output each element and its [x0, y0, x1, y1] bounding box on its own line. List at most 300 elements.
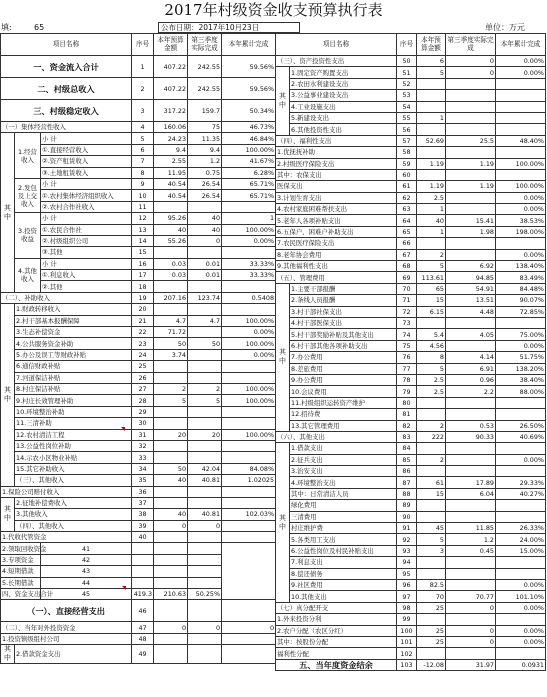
q3-actual-value [446, 409, 496, 420]
budget-value: 71.72 [154, 327, 188, 338]
row-seq: 60 [397, 169, 417, 180]
table-row [1, 213, 276, 224]
table-row [1, 520, 276, 531]
row-seq: 54 [397, 101, 417, 112]
row-name: 1.保险公司赔付收入 [1, 486, 132, 497]
budget-value [154, 406, 188, 417]
table-row [276, 147, 546, 158]
ytd-value: 65.71% [222, 178, 276, 189]
budget-value [154, 486, 188, 497]
table-row [1, 133, 276, 144]
table-row [276, 602, 546, 613]
ytd-value: 50.25% [188, 589, 222, 600]
q3-actual-value: 40.81 [188, 509, 222, 520]
budget-value: 40 [154, 475, 188, 486]
ytd-value [496, 124, 546, 135]
q3-actual-value: 75 [188, 122, 222, 133]
q3-actual-value: 90.33 [446, 431, 496, 442]
table-row [1, 361, 276, 372]
header-cell: 本年预算金额 [417, 34, 446, 56]
table-row [276, 352, 546, 363]
q3-actual-value [188, 645, 222, 664]
table-row [276, 466, 546, 477]
ytd-value [222, 372, 276, 383]
row-name: 2.征兵支出 [290, 454, 397, 465]
budget-value [417, 648, 446, 659]
q3-actual-value: 1.2 [446, 534, 496, 545]
row-seq: 79 [397, 386, 417, 397]
q3-actual-value: 25.5 [446, 135, 496, 146]
table-row [276, 56, 546, 67]
budget-value [417, 317, 446, 328]
row-seq: 42 [41, 554, 132, 565]
ytd-value [222, 304, 276, 315]
budget-value: 1 [417, 112, 446, 123]
ytd-value: 101.10% [496, 591, 546, 602]
ytd-value: 1.02025 [222, 475, 276, 486]
table-row [1, 497, 276, 508]
budget-value: 50 [154, 463, 188, 474]
q3-actual-value [446, 249, 496, 260]
row-name: 1.固定资产购置支出 [290, 67, 397, 78]
row-seq: 39 [132, 520, 154, 531]
q3-actual-value: 11.85 [446, 523, 496, 534]
budget-value: 0 [154, 520, 188, 531]
ytd-value: 100.00% [222, 395, 276, 406]
q3-actual-value: 1.19 [446, 181, 496, 192]
table-row [276, 135, 546, 146]
row-seq: 87 [397, 477, 417, 488]
ytd-value [188, 554, 222, 565]
row-seq: 65 [397, 226, 417, 237]
q3-actual-value: 6.91 [446, 363, 496, 374]
row-seq: 93 [397, 545, 417, 556]
row-seq: 100 [397, 625, 417, 636]
table-row [1, 224, 276, 235]
row-name: 5.新建设支出 [290, 112, 397, 123]
budget-value: 2.5 [417, 192, 446, 203]
table-row [1, 167, 276, 178]
row-seq: 19 [132, 292, 154, 303]
row-name: 9.办公费用 [290, 374, 397, 385]
group-label: 其中 [1, 497, 15, 531]
row-seq: 62 [397, 192, 417, 203]
row-name: ③.土地租赁收入 [41, 167, 132, 178]
row-seq: 10 [132, 190, 154, 201]
table-row [276, 181, 546, 192]
row-name: 其中：按股份分配 [276, 636, 397, 647]
row-seq: 6 [132, 144, 154, 155]
row-seq: 77 [397, 363, 417, 374]
q3-actual-value: 0 [188, 520, 222, 531]
q3-actual-value [188, 633, 222, 644]
table-row [1, 315, 276, 326]
ytd-value: 100.00% [222, 224, 276, 235]
row-seq: 72 [397, 306, 417, 317]
row-name: 9.其他福利性支出 [276, 261, 397, 272]
row-name: 3.专项资金 [1, 554, 41, 565]
table-row [1, 383, 276, 394]
row-name: 2.农户分配（农区分红） [276, 625, 397, 636]
ytd-value [188, 543, 222, 554]
q3-actual-value [446, 90, 496, 101]
row-seq: 15 [132, 247, 154, 258]
row-name: 5.长期借款 [1, 577, 41, 588]
row-name: 1.财政转移收入 [15, 304, 132, 315]
row-seq: 103 [397, 659, 417, 670]
ytd-value: 38.40% [496, 374, 546, 385]
q3-actual-value: 0.53 [446, 420, 496, 431]
budget-value: 15 [417, 295, 446, 306]
q3-actual-value: 70.77 [446, 591, 496, 602]
q3-actual-value: 4.14 [446, 352, 496, 363]
row-seq: 102 [397, 648, 417, 659]
q3-actual-value [446, 317, 496, 328]
row-name: ①.利息收入 [41, 270, 132, 281]
budget-value [417, 101, 446, 112]
q3-actual-value: 0 [446, 636, 496, 647]
budget-value: 2 [417, 420, 446, 431]
row-seq: 30 [132, 418, 154, 429]
budget-value: 1.19 [417, 158, 446, 169]
row-name: ①.直接经营收入 [41, 144, 132, 155]
budget-value: 2 [417, 249, 446, 260]
row-name: 五、当年度资金结余 [276, 659, 397, 670]
row-name: 5.办公及误工等财政补贴 [15, 349, 132, 360]
row-name: 14.示农小区物业补贴 [15, 452, 132, 463]
q3-actual-value [188, 497, 222, 508]
group-label: 其中 [1, 304, 15, 486]
q3-actual-value [188, 247, 222, 258]
q3-actual-value [446, 466, 496, 477]
table-row [1, 304, 276, 315]
q3-actual-value: 0 [188, 235, 222, 246]
table-row [276, 283, 546, 294]
table-row [1, 566, 276, 577]
budget-value [154, 633, 188, 644]
row-seq: 16 [132, 258, 154, 269]
ytd-value: 138.20% [496, 363, 546, 374]
table-row [1, 235, 276, 246]
row-seq: 66 [397, 238, 417, 249]
row-seq: 85 [397, 454, 417, 465]
q3-actual-value [188, 349, 222, 360]
budget-value: 5 [417, 534, 446, 545]
q3-actual-value [188, 304, 222, 315]
ytd-value: 46.84% [222, 133, 276, 144]
ytd-value: 33.33% [222, 270, 276, 281]
budget-value: 0.03 [154, 270, 188, 281]
q3-actual-value [154, 566, 188, 577]
budget-value: 113.61 [417, 272, 446, 283]
ytd-value [496, 614, 546, 625]
row-seq: 51 [397, 67, 417, 78]
budget-value: 207.16 [154, 292, 188, 303]
budget-value: -12.08 [417, 659, 446, 670]
q3-actual-value [188, 327, 222, 338]
budget-value [417, 614, 446, 625]
q3-actual-value [188, 452, 222, 463]
row-name: 10.环境整治补助 [15, 406, 132, 417]
row-seq: 63 [397, 204, 417, 215]
group-label: 其中 [276, 283, 290, 431]
row-name: 4.村干部医保支出 [290, 317, 397, 328]
row-name: （七）真分配开支 [276, 602, 397, 613]
ytd-value: 40.27% [496, 488, 546, 499]
table-row [276, 226, 546, 237]
q3-actual-value: 42.04 [188, 463, 222, 474]
row-seq: 78 [397, 374, 417, 385]
header-row [1, 34, 276, 56]
row-name: 5.村干部奖励补贴及其他支出 [290, 329, 397, 340]
ytd-value: 84.08% [222, 463, 276, 474]
table-row [276, 397, 546, 408]
q3-actual-value: 5 [188, 395, 222, 406]
table-row [1, 622, 276, 633]
q3-actual-value [188, 281, 222, 292]
ytd-value [222, 281, 276, 292]
budget-value: 4.7 [154, 315, 188, 326]
row-seq: 83 [397, 431, 417, 442]
table-row [276, 500, 546, 511]
budget-value [154, 361, 188, 372]
table-row [1, 338, 276, 349]
row-seq: 23 [132, 338, 154, 349]
q3-actual-value [188, 372, 222, 383]
q3-actual-value: 11.35 [188, 133, 222, 144]
q3-actual-value: 2 [188, 383, 222, 394]
table-row [1, 554, 276, 565]
budget-value: 65 [417, 283, 446, 294]
budget-value: 40.54 [154, 178, 188, 189]
table-row [1, 486, 276, 497]
budget-value: 9.4 [154, 144, 188, 155]
budget-value: 4.56 [417, 340, 446, 351]
row-seq: 97 [397, 591, 417, 602]
q3-actual-value: 0 [446, 67, 496, 78]
table-row [276, 409, 546, 420]
row-name: 2.领取回收资金 [2, 544, 47, 553]
q3-actual-value [446, 568, 496, 579]
q3-actual-value [188, 532, 222, 543]
table-row [276, 374, 546, 385]
row-name: 2.村级医疗保险支出 [276, 158, 397, 169]
row-seq: 86 [397, 466, 417, 477]
q3-actual-value: 0.75 [188, 167, 222, 178]
budget-value [417, 511, 446, 522]
budget-value: 5 [417, 67, 446, 78]
row-seq: 3 [132, 100, 154, 122]
row-seq: 7 [132, 156, 154, 167]
row-name: 10.其他支出 [290, 591, 397, 602]
ytd-value: 0.00% [496, 67, 546, 78]
q3-actual-value: 9.4 [188, 144, 222, 155]
budget-value: 2.5 [417, 374, 446, 385]
row-seq: 37 [132, 497, 154, 508]
ytd-value [222, 645, 276, 664]
row-name: 3.生态补偿资金 [15, 327, 132, 338]
ytd-value: 50.34% [222, 100, 276, 122]
row-seq: 40 [132, 532, 154, 543]
budget-value: 1 [417, 204, 446, 215]
row-seq: 50 [397, 56, 417, 67]
row-name: 3.公益事业建设支出 [290, 90, 397, 101]
row-name: 1.优抚抚补助 [276, 147, 397, 158]
budget-value: 5 [417, 261, 446, 272]
q3-actual-value: 1.2 [188, 156, 222, 167]
left-budget-table [0, 33, 276, 664]
row-seq: 43 [41, 566, 132, 577]
table-row [276, 215, 546, 226]
budget-value [417, 124, 446, 135]
budget-value: 40 [154, 224, 188, 235]
table-row [1, 577, 276, 588]
budget-value: 25 [417, 602, 446, 613]
table-row [1, 144, 276, 155]
table-row [1, 645, 276, 664]
table-row [276, 488, 546, 499]
table-row [276, 78, 546, 89]
row-seq: 2 [132, 78, 154, 100]
row-name: 8.差旅费用 [290, 363, 397, 374]
ytd-value [496, 169, 546, 180]
row-seq: 26 [132, 372, 154, 383]
ytd-value [496, 397, 546, 408]
row-name: 2.条线人员报酬 [290, 295, 397, 306]
table-row [1, 327, 276, 338]
q3-actual-value [446, 101, 496, 112]
table-row [1, 349, 276, 360]
budget-value: 52.69 [417, 135, 446, 146]
ytd-value: 48.40% [496, 135, 546, 146]
row-seq: 52 [397, 78, 417, 89]
row-name: 1.借款支出 [290, 443, 397, 454]
ytd-value: 40.69% [496, 431, 546, 442]
table-row [1, 395, 276, 406]
q3-actual-value [446, 192, 496, 203]
row-name: 13.其它管理费用 [290, 420, 397, 431]
budget-value [154, 418, 188, 429]
budget-value: 95.26 [154, 213, 188, 224]
q3-actual-value: 26.54 [188, 178, 222, 189]
budget-value: 40 [417, 215, 446, 226]
row-name: 1.投资镇级组村公司 [1, 633, 132, 644]
row-name: ②.农村合作社收入 [41, 201, 132, 212]
q3-actual-value: 210.63 [154, 589, 188, 600]
row-name: 2.村干部基本报酬保障 [15, 315, 132, 326]
publish-date: 公布日期：2017年10月23日 [158, 22, 300, 33]
ytd-value: 0.00% [496, 249, 546, 260]
row-seq: 92 [397, 534, 417, 545]
budget-value: 160.06 [154, 122, 188, 133]
header-cell: 序号 [397, 34, 417, 56]
ytd-value: 90.07% [496, 295, 546, 306]
row-seq: 32 [132, 440, 154, 451]
header-row [276, 34, 546, 56]
q3-actual-value: 6.04 [446, 488, 496, 499]
ytd-value [222, 247, 276, 258]
budget-value: 317.22 [154, 100, 188, 122]
row-name: 11.村级组织运转资产维护 [290, 397, 397, 408]
ytd-value [496, 511, 546, 522]
q3-actual-value: 15.41 [446, 215, 496, 226]
q3-actual-value [446, 78, 496, 89]
row-name: 11.三清补助 [15, 418, 132, 429]
budget-value: 419.3 [132, 589, 154, 600]
q3-actual-value: 0 [446, 625, 496, 636]
row-seq: 58 [397, 147, 417, 158]
table-row [276, 648, 546, 659]
q3-actual-value: 2.2 [446, 386, 496, 397]
row-name: 小 计 [41, 213, 132, 224]
budget-value: 15 [417, 488, 446, 499]
ytd-value: 0.00% [496, 204, 546, 215]
row-seq: 24 [132, 349, 154, 360]
budget-value [417, 557, 446, 568]
row-name: 4.农村家庭困难帮扶支出 [276, 204, 397, 215]
ytd-value [222, 520, 276, 531]
budget-value: 45 [417, 523, 446, 534]
row-name: 8.村庄保洁补贴 [15, 383, 132, 394]
row-seq: 91 [397, 523, 417, 534]
row-seq: 55 [397, 112, 417, 123]
row-name: 2.农田水利建设支出 [290, 78, 397, 89]
row-name: （五）、管理费用 [276, 272, 397, 283]
table-row [1, 270, 276, 281]
ytd-value: 100.00% [496, 181, 546, 192]
table-row [276, 272, 546, 283]
table-row [276, 614, 546, 625]
q3-actual-value: 1.19 [446, 158, 496, 169]
row-name: 6.村干部其他各项补助支出 [290, 340, 397, 351]
q3-actual-value: 4.7 [188, 315, 222, 326]
ytd-value [222, 201, 276, 212]
q3-actual-value [188, 201, 222, 212]
table-row [276, 523, 546, 534]
ytd-value [496, 90, 546, 101]
q3-actual-value: 0.96 [446, 374, 496, 385]
row-seq: 70 [397, 283, 417, 294]
row-seq: 84 [397, 443, 417, 454]
row-name: 小 计 [41, 133, 132, 144]
q3-actual-value [188, 406, 222, 417]
table-row [276, 90, 546, 101]
q3-actual-value: 17.89 [446, 477, 496, 488]
row-seq: 11 [132, 201, 154, 212]
q3-actual-value: 40.81 [188, 475, 222, 486]
q3-actual-value: 0.45 [446, 545, 496, 556]
q3-actual-value: 40 [188, 213, 222, 224]
ytd-value: 0.00% [222, 349, 276, 360]
ytd-value: 0.00% [222, 235, 276, 246]
ytd-value [496, 466, 546, 477]
row-seq: 21 [132, 315, 154, 326]
sub-group-label: 4.其他收入 [15, 258, 41, 292]
table-row [1, 78, 276, 100]
row-name: 13.公益性岗位补助 [15, 440, 132, 451]
table-row [276, 568, 546, 579]
ytd-value: 75.00% [496, 329, 546, 340]
budget-value [417, 466, 446, 477]
ytd-value: 0.00% [496, 454, 546, 465]
row-seq: 34 [132, 463, 154, 474]
row-seq: 33 [132, 452, 154, 463]
table-row [276, 420, 546, 431]
row-name: 医保支出 [276, 181, 397, 192]
budget-value [132, 577, 154, 588]
q3-actual-value [446, 340, 496, 351]
budget-value [417, 500, 446, 511]
